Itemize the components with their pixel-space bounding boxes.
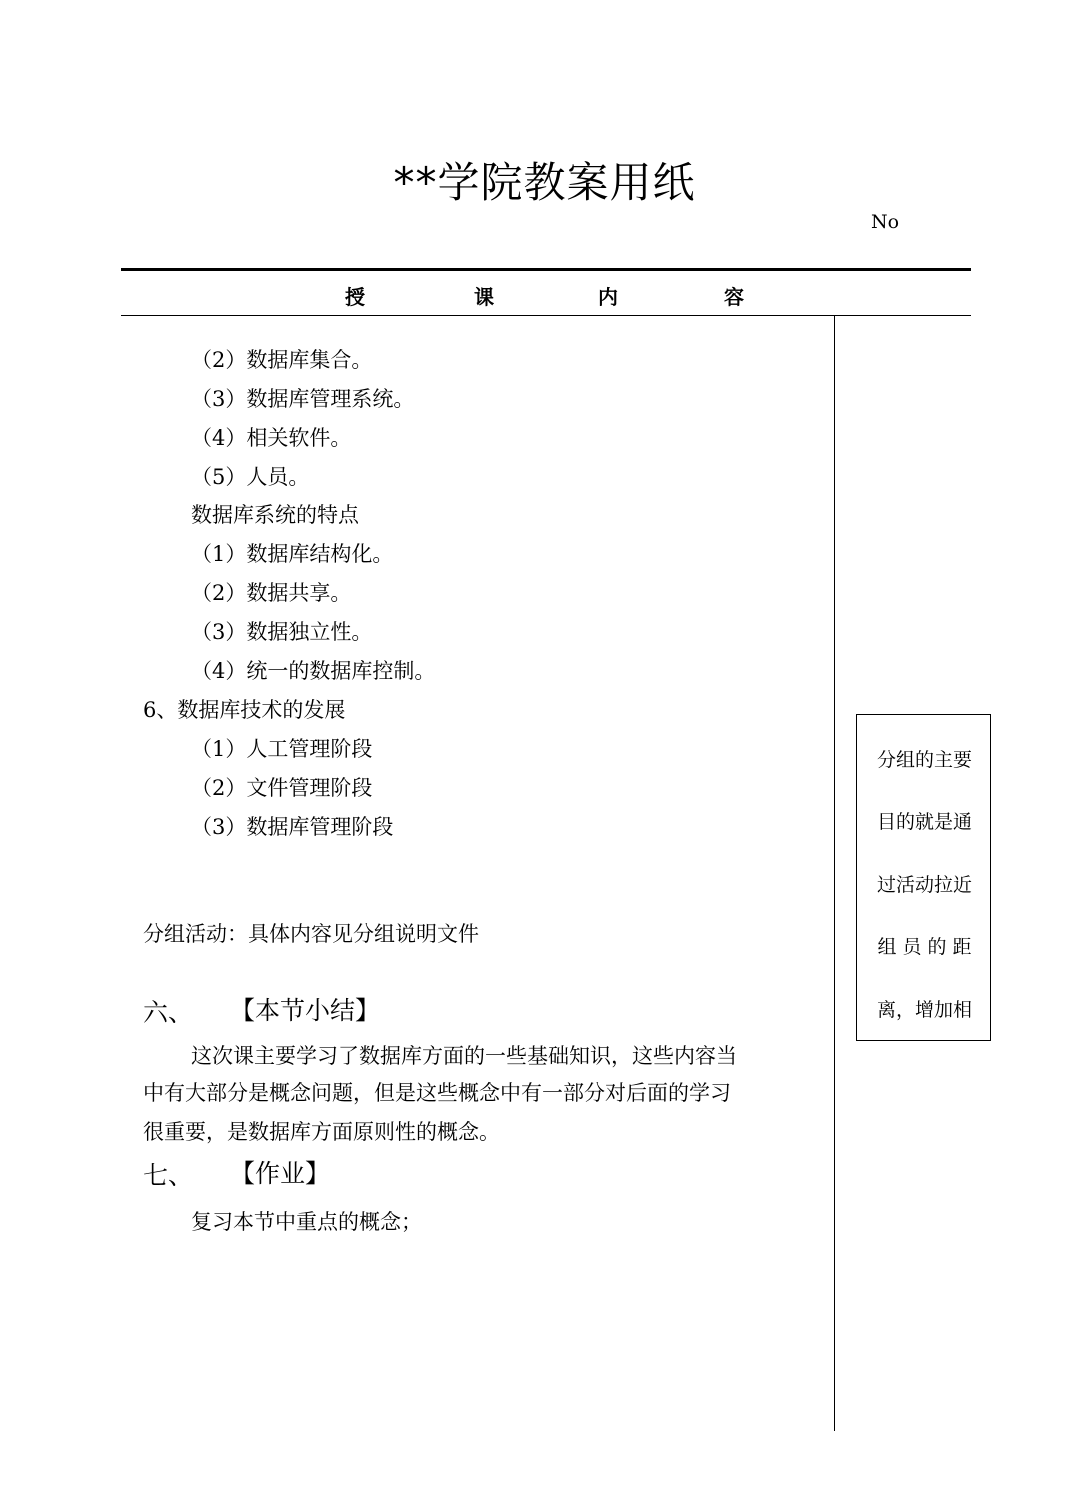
side-note-line: 组 员 的 距: [877, 936, 972, 958]
page-title: **学院教案用纸: [393, 158, 696, 207]
content-line: 6、数据库技术的发展: [143, 698, 346, 722]
summary-paragraph-line: 这次课主要学习了数据库方面的一些基础知识，这些内容当: [191, 1044, 737, 1068]
content-line: （1）人工管理阶段: [191, 737, 373, 761]
column-header-ke: 课: [474, 285, 494, 309]
column-header-nei: 内: [598, 285, 618, 309]
summary-paragraph-line: 中有大部分是概念问题，但是这些概念中有一部分对后面的学习: [143, 1081, 731, 1105]
content-line: （3）数据独立性。: [191, 620, 373, 644]
content-line: （2）数据共享。: [191, 581, 352, 605]
column-header-shou: 授: [345, 285, 365, 309]
content-line: （4）相关软件。: [191, 426, 352, 450]
header-top-rule: [121, 268, 971, 271]
content-line: 数据库系统的特点: [191, 503, 359, 527]
side-note-line: 过活动拉近: [876, 874, 972, 896]
content-line: （4）统一的数据库控制。: [191, 659, 436, 683]
content-line: （5）人员。: [191, 465, 310, 489]
header-bottom-rule: [121, 315, 971, 316]
homework-heading: 【作业】: [230, 1159, 331, 1188]
summary-heading: 【本节小结】: [230, 996, 381, 1025]
content-line: （3）数据库管理系统。: [191, 387, 415, 411]
side-note-line: 离，增加相: [876, 999, 972, 1021]
column-header-rong: 容: [724, 285, 744, 309]
summary-paragraph-line: 很重要，是数据库方面原则性的概念。: [143, 1120, 500, 1144]
column-divider: [834, 316, 835, 1431]
content-line: （2）文件管理阶段: [191, 776, 373, 800]
homework-number: 七、: [143, 1161, 194, 1190]
homework-text: 复习本节中重点的概念；: [191, 1210, 422, 1234]
summary-number: 六、: [143, 998, 194, 1027]
side-note-line: 目的就是通: [876, 811, 972, 833]
content-line: （2）数据库集合。: [191, 348, 373, 372]
side-note-line: 分组的主要: [876, 749, 972, 771]
content-line: （3）数据库管理阶段: [191, 815, 394, 839]
group-activity-text: 分组活动：具体内容见分组说明文件: [143, 922, 479, 946]
side-note-box: [856, 714, 991, 1041]
page-number-label: No: [871, 211, 900, 233]
content-line: （1）数据库结构化。: [191, 542, 394, 566]
